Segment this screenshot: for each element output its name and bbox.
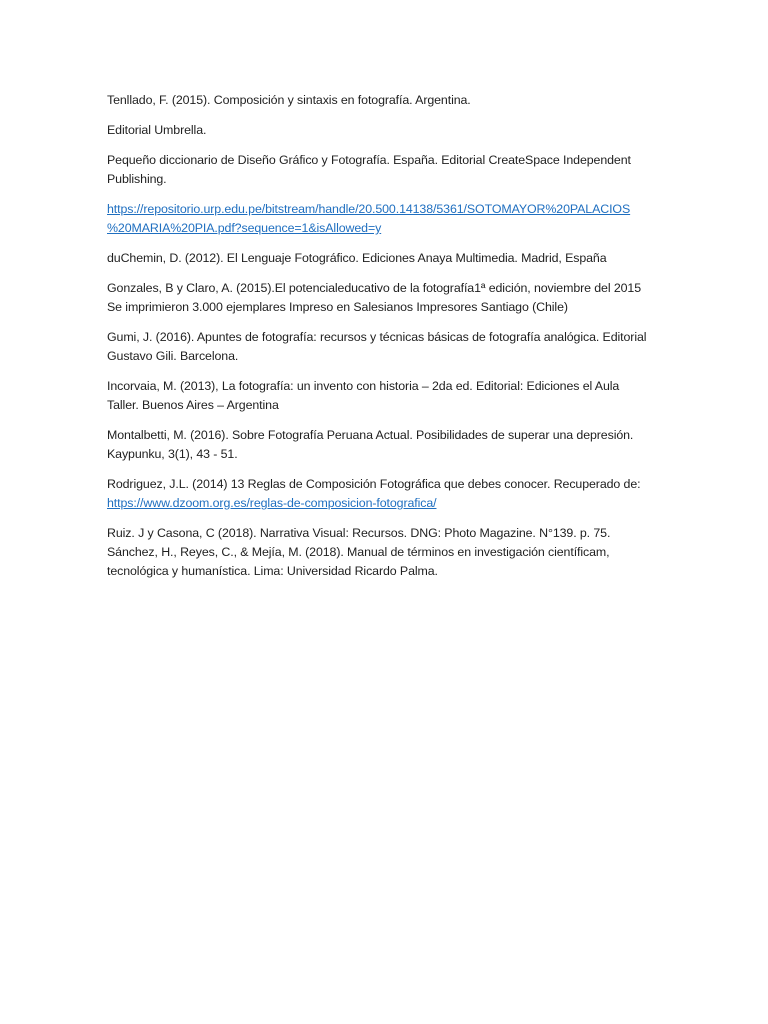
reference-gumi (107, 328, 667, 366)
reference-line: Incorvaia, M. (2013), La fotografía: un invento con historia – 2da ed. Editorial: Ediciones el Aula (107, 379, 620, 393)
reference-line: Sánchez, H., Reyes, C., & Mejía, M. (2018). Manual de términos en investigación científicam, (107, 545, 610, 559)
reference-rodriguez (107, 475, 667, 513)
reference-line: Montalbetti, M. (2016). Sobre Fotografía Peruana Actual. Posibilidades de superar una depresión. (107, 428, 634, 442)
reference-line: Editorial Umbrella. (107, 123, 207, 137)
reference-repositorio-link (107, 200, 667, 238)
reference-line: Gonzales, B y Claro, A. (2015).El potencialeducativo de la fotografía1ª edición, noviembre del 2015 (107, 281, 642, 295)
reference-line: Se imprimieron 3.000 ejemplares Impreso en Salesianos Impresores Santiago (Chile) (107, 300, 568, 314)
reference-line: Gustavo Gili. Barcelona. (107, 349, 239, 363)
reference-tenllado (107, 91, 667, 110)
reference-ruiz-sanchez (107, 524, 667, 581)
repositorio-url-link-line-2[interactable]: %20MARIA%20PIA.pdf?sequence=1&isAllowed=y (107, 221, 382, 235)
reference-line: duChemin, D. (2012). El Lenguaje Fotográfico. Ediciones Anaya Multimedia. Madrid, España (107, 251, 607, 265)
reference-line: Taller. Buenos Aires – Argentina (107, 398, 279, 412)
reference-line: Kaypunku, 3(1), 43 - 51. (107, 447, 238, 461)
reference-pequeno-diccionario (107, 151, 667, 189)
reference-incorvaia (107, 377, 667, 415)
reference-line: tecnológica y humanística. Lima: Universidad Ricardo Palma. (107, 564, 438, 578)
reference-editorial-umbrella (107, 121, 667, 140)
reference-line: Publishing. (107, 172, 167, 186)
dzoom-url-link[interactable]: https://www.dzoom.org.es/reglas-de-composicion-fotografica/ (107, 496, 437, 510)
reference-line: Pequeño diccionario de Diseño Gráfico y Fotografía. España. Editorial CreateSpace Independent (107, 153, 631, 167)
reference-line: Ruiz. J y Casona, C (2018). Narrativa Visual: Recursos. DNG: Photo Magazine. N°139. p. 75. (107, 526, 611, 540)
repositorio-url-link-line-1[interactable]: https://repositorio.urp.edu.pe/bitstream/handle/20.500.14138/5361/SOTOMAYOR%20PALACIOS (107, 202, 631, 216)
reference-gonzales-claro (107, 279, 667, 317)
reference-montalbetti (107, 426, 667, 464)
reference-list (107, 91, 667, 592)
reference-line: Rodriguez, J.L. (2014) 13 Reglas de Composición Fotográfica que debes conocer. Recuperado de: (107, 477, 641, 491)
reference-line: Gumi, J. (2016). Apuntes de fotografía: recursos y técnicas básicas de fotografía analógica. Editorial (107, 330, 647, 344)
reference-duchemin (107, 249, 667, 268)
reference-line: Tenllado, F. (2015). Composición y sintaxis en fotografía. Argentina. (107, 93, 471, 107)
